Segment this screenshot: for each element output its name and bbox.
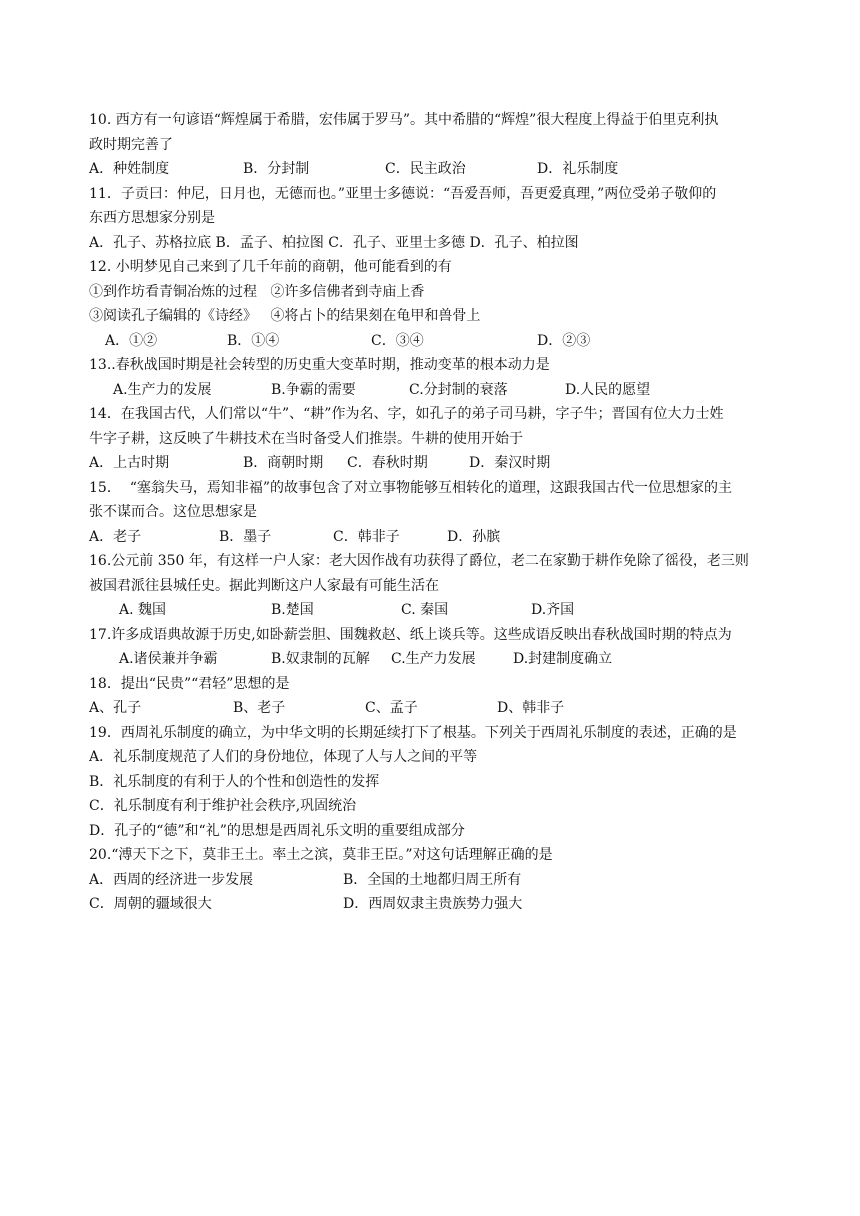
question-12: [89, 255, 809, 353]
option-a: A. 魏国: [119, 602, 167, 618]
question-stem: 12. 小明梦见自己来到了几千年前的商朝，他可能看到的有: [89, 259, 452, 275]
question-stem: 20.“溥天下之下，莫非王土。率土之滨，莫非王臣。”对这句话理解正确的是: [89, 847, 553, 863]
option-a: A．礼乐制度规范了人们的身份地位，体现了人与人之间的平等: [89, 749, 478, 765]
option-d: D．西周奴隶主贵族势力强大: [343, 896, 523, 912]
option-b: B.争霸的需要: [271, 381, 356, 398]
question-stem: 14．在我国古代，人们常以“牛”、“耕”作为名、字，如孔子的弟子司马耕，字子牛；晋国有位大力士姓: [89, 406, 724, 422]
question-stem: 被国君派往县城任史。据此判断这户人家最有可能生活在: [89, 577, 439, 594]
statement-item: ①到作坊看青铜冶炼的过程 ②许多信佛者到寺庙上香: [89, 283, 425, 300]
option-d: D、韩非子: [497, 700, 565, 716]
option-d: D.封建制度确立: [513, 651, 613, 667]
question-19: [89, 721, 809, 844]
question-stem: 15． “塞翁失马，焉知非福”的故事包含了对立事物能够互相转化的道理，这跟我国古代一位思想家的主: [89, 479, 733, 496]
option-a: A.诸侯兼并争霸: [119, 651, 218, 667]
option-d: D．秦汉时期: [469, 455, 551, 471]
question-11: [89, 182, 809, 256]
option-row: [89, 696, 809, 721]
question-18: [89, 672, 809, 721]
option-a: A.生产力的发展: [113, 381, 212, 398]
option-a: A．①②: [105, 332, 158, 349]
statement-item: ③阅读孔子编辑的《诗经》 ④将占卜的结果刻在龟甲和兽骨上: [89, 308, 481, 324]
option-b: B．墨子: [219, 528, 272, 545]
option-row: [89, 451, 809, 476]
option-c: C．民主政治: [385, 161, 466, 177]
option-d: D．孔子的“德”和“礼”的思想是西周礼乐文明的重要组成部分: [89, 822, 465, 839]
question-stem: 13..春秋战国时期是社会转型的历史重大变革时期，推动变革的根本动力是: [89, 357, 550, 373]
question-15: [89, 476, 809, 550]
question-stem: 牛字子耕，这反映了牛耕技术在当时备受人们推崇。牛耕的使用开始于: [89, 430, 523, 447]
option-d: D．礼乐制度: [537, 161, 619, 177]
question-17: [89, 623, 809, 672]
option-c: C．③④: [371, 332, 424, 349]
option-row: [89, 598, 809, 623]
option-a: A．西周的经济进一步发展: [89, 871, 254, 888]
option-row: A．孔子、苏格拉底 B．孟子、柏拉图 C．孔子、亚里士多德 D．孔子、柏拉图: [89, 234, 579, 251]
option-d: D．孙膑: [447, 528, 501, 545]
option-row: [89, 378, 809, 403]
option-row: [89, 525, 809, 550]
option-row: [89, 157, 809, 182]
option-b: B、老子: [233, 700, 286, 716]
question-14: [89, 402, 809, 476]
option-b: B．礼乐制度的有利于人的个性和创造性的发挥: [89, 773, 380, 790]
option-c: C．周朝的疆域很大: [89, 896, 212, 912]
question-list: [89, 108, 809, 917]
question-20: [89, 843, 809, 917]
option-b: B.奴隶制的瓦解: [271, 651, 370, 667]
question-stem: 张不谋而合。这位思想家是: [89, 504, 257, 520]
question-stem: 19．西周礼乐制度的确立，为中华文明的长期延续打下了根基。下列关于西周礼乐制度的表述，正确的是: [89, 724, 737, 741]
question-stem: 11．子贡曰：仲尼，日月也，无德而也。”亚里士多德说：“吾爱吾师，吾更爱真理，”两位受弟子敬仰的: [89, 185, 717, 202]
option-b: B．商朝时期: [243, 455, 324, 471]
option-d: D．②③: [537, 332, 591, 349]
option-d: D.齐国: [531, 602, 575, 618]
option-a: A．种姓制度: [89, 161, 170, 177]
question-16: [89, 549, 809, 623]
question-10: [89, 108, 809, 182]
question-13: [89, 353, 809, 402]
question-stem: 17.许多成语典故源于历史,如卧薪尝胆、围魏救赵、纸上谈兵等。这些成语反映出春秋战国时期的特点为: [89, 626, 732, 643]
option-d: D.人民的愿望: [565, 381, 651, 398]
option-b: B．分封制: [243, 161, 310, 177]
option-b: B．①④: [227, 332, 280, 349]
option-c: C．春秋时期: [347, 455, 428, 471]
question-stem: 16.公元前 350 年，有这样一户人家：老大因作战有功获得了爵位，老二在家勤于耕作免除了徭役，老三则: [89, 553, 749, 569]
question-stem: 10. 西方有一句谚语“辉煌属于希腊，宏伟属于罗马”。其中希腊的“辉煌”很大程度上得益于伯里克利执: [89, 112, 719, 128]
option-c: C.生产力发展: [391, 651, 476, 667]
option-a: A、孔子: [89, 700, 142, 716]
option-row: [89, 329, 809, 354]
option-row: [89, 892, 809, 917]
option-row: [89, 647, 809, 672]
option-c: C.分封制的衰落: [409, 381, 508, 398]
option-c: C. 秦国: [401, 602, 449, 618]
question-stem: 政时期完善了: [89, 136, 173, 153]
question-stem: 东西方思想家分别是: [89, 210, 215, 226]
option-c: C．韩非子: [333, 528, 400, 545]
option-b: B．全国的土地都归周王所有: [343, 871, 522, 888]
option-row: [89, 868, 809, 893]
option-a: A．老子: [89, 528, 142, 545]
question-stem: 18．提出“民贵”“君轻”思想的是: [89, 675, 290, 692]
option-a: A．上古时期: [89, 455, 170, 471]
option-b: B.楚国: [271, 602, 314, 618]
option-c: C、孟子: [365, 700, 418, 716]
option-c: C．礼乐制度有利于维护社会秩序,巩固统治: [89, 798, 357, 814]
